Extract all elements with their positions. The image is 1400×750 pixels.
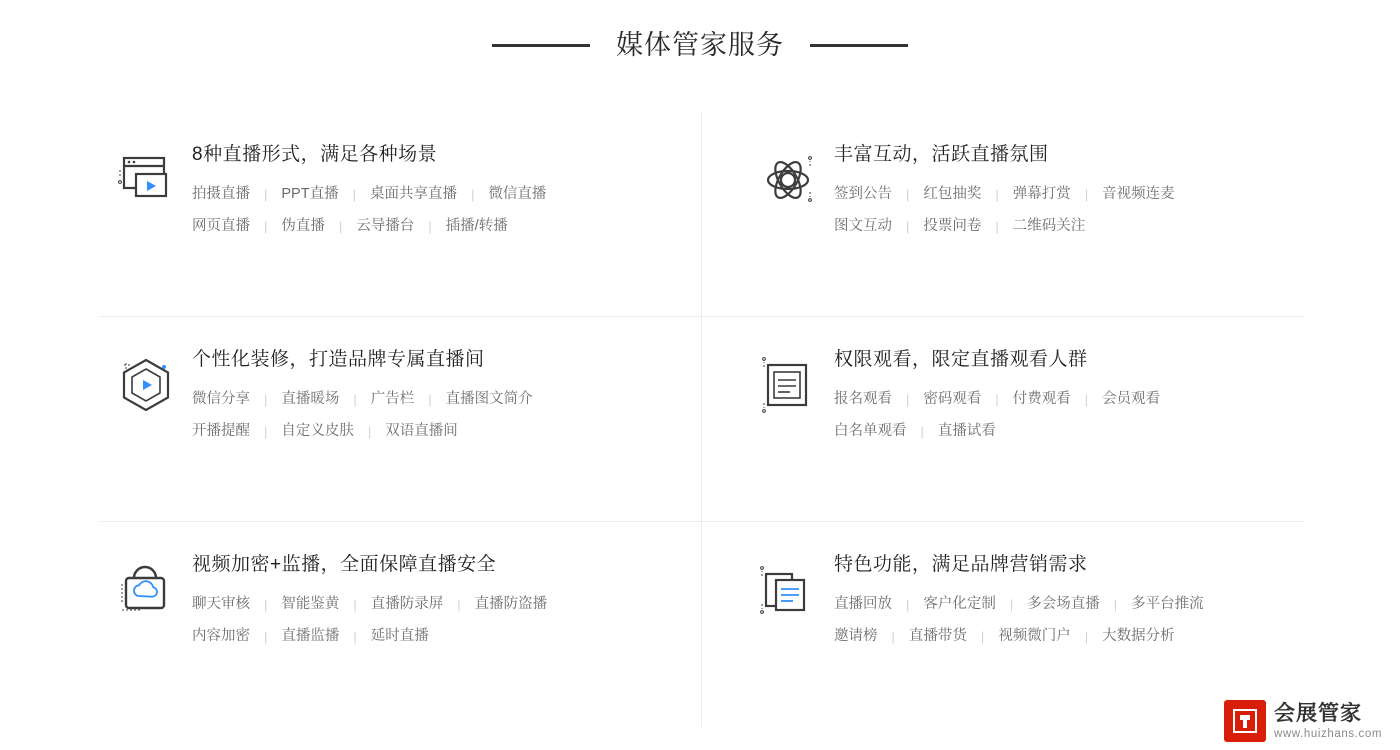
feature-title: 个性化装修，打造品牌专属直播间 [192, 349, 485, 370]
feature-tag[interactable]: 红包抽奖 [923, 185, 982, 202]
tag-separator: | [428, 391, 432, 407]
feature-title: 丰富互动，活跃直播氛围 [834, 144, 1049, 165]
feature-tag[interactable]: 双语直播间 [385, 423, 458, 440]
feature-tag[interactable]: 视频微门户 [998, 628, 1071, 645]
icon-container [100, 552, 192, 622]
feature-tag-row [192, 424, 681, 439]
atom-interaction-icon [756, 148, 820, 212]
cloud-lock-security-icon [114, 558, 178, 622]
feature-tag[interactable]: 聊天审核 [192, 595, 250, 612]
feature-tag[interactable]: 付费观看 [1012, 390, 1071, 407]
tag-separator: | [1084, 629, 1089, 645]
tag-separator: | [353, 596, 357, 612]
feature-tag[interactable]: 广告栏 [370, 390, 415, 407]
feature-card-permission [702, 317, 1304, 522]
page-title: 媒体管家服务 [616, 30, 784, 60]
feature-tag[interactable]: 多会场直播 [1027, 595, 1100, 612]
feature-tag[interactable]: 弹幕打赏 [1012, 185, 1071, 202]
watermark [1224, 700, 1382, 742]
feature-tag[interactable]: 直播防录屏 [370, 595, 444, 612]
feature-tag[interactable]: 开播提醒 [192, 423, 250, 440]
feature-tag[interactable]: 直播图文简介 [445, 390, 533, 407]
feature-tag-row [192, 187, 681, 202]
icon-container [100, 347, 192, 417]
feature-tag[interactable]: 微信分享 [192, 390, 250, 407]
tag-separator: | [264, 186, 268, 202]
feature-card-live-formats [100, 112, 702, 317]
feature-card-marketing [702, 522, 1304, 727]
page-header [0, 0, 1400, 59]
tag-separator: | [264, 391, 268, 407]
feature-card-security [100, 522, 702, 727]
feature-tag[interactable]: 直播带货 [908, 628, 967, 645]
feature-tag[interactable]: 内容加密 [192, 628, 250, 645]
brand-url: www.huizhans.com [1273, 727, 1382, 740]
hexagon-brand-icon [114, 353, 178, 417]
feature-title: 特色功能，满足品牌营销需求 [834, 554, 1088, 575]
feature-tag[interactable]: 多平台推流 [1131, 595, 1204, 612]
icon-container [742, 552, 834, 622]
feature-tag[interactable]: 拍摄直播 [192, 185, 250, 202]
brand-logo-icon [1224, 700, 1266, 742]
feature-tag-row [834, 392, 1304, 407]
tag-separator: | [428, 219, 432, 235]
tag-separator: | [457, 596, 461, 612]
header-rule-left [492, 44, 590, 47]
feature-tag[interactable]: PPT直播 [281, 185, 339, 202]
feature-body [834, 552, 1304, 662]
feature-tag[interactable]: 微信直播 [488, 185, 547, 202]
header-rule-right [810, 44, 908, 47]
live-window-play-icon [114, 148, 178, 212]
stacked-documents-icon [756, 558, 820, 622]
watermark-text [1274, 702, 1382, 741]
tag-separator: | [470, 186, 475, 202]
feature-tag[interactable]: 直播防盗播 [474, 595, 548, 612]
tag-separator: | [920, 424, 924, 440]
feature-tag[interactable]: 直播回放 [834, 595, 892, 612]
feature-title: 视频加密+监播，全面保障直播安全 [192, 554, 497, 575]
tag-separator: | [995, 219, 999, 235]
feature-body [834, 142, 1304, 252]
feature-card-interaction [702, 112, 1304, 317]
feature-tag[interactable]: 网页直播 [192, 218, 250, 235]
tag-separator: | [367, 424, 372, 440]
feature-tag[interactable]: 自定义皮肤 [281, 423, 354, 440]
tag-separator: | [338, 219, 343, 235]
tag-separator: | [891, 629, 895, 645]
feature-tag[interactable]: 密码观看 [923, 390, 982, 407]
feature-tag-row [834, 597, 1304, 612]
tag-separator: | [980, 629, 985, 645]
tag-separator: | [352, 186, 356, 202]
feature-tag[interactable]: 直播监播 [281, 628, 340, 645]
feature-title: 8种直播形式，满足各种场景 [192, 144, 438, 165]
feature-body [192, 347, 681, 457]
feature-tag-row [834, 629, 1304, 644]
feature-tag-row [192, 219, 681, 234]
icon-container [742, 142, 834, 212]
feature-tag[interactable]: 直播试看 [937, 423, 996, 440]
feature-tag[interactable]: 图文互动 [834, 218, 892, 235]
tag-separator: | [353, 391, 357, 407]
tag-separator: | [264, 424, 268, 440]
feature-tag[interactable]: 音视频连麦 [1102, 185, 1175, 202]
tag-separator: | [906, 186, 910, 202]
brand-name: 会展管家 [1273, 701, 1362, 725]
feature-tag[interactable]: 大数据分析 [1102, 628, 1175, 645]
feature-tag-row [834, 424, 1304, 439]
feature-tag[interactable]: 投票问卷 [923, 218, 982, 235]
feature-tag-row [192, 392, 681, 407]
feature-tag[interactable]: 会员观看 [1102, 390, 1161, 407]
tag-separator: | [264, 629, 268, 645]
tag-separator: | [906, 596, 910, 612]
tag-separator: | [1009, 596, 1014, 612]
tag-separator: | [264, 596, 268, 612]
feature-tag[interactable]: 云导播台 [356, 218, 415, 235]
tag-separator: | [353, 629, 357, 645]
tag-separator: | [264, 219, 268, 235]
feature-title: 权限观看，限定直播观看人群 [834, 349, 1088, 370]
tag-separator: | [995, 391, 999, 407]
feature-body [192, 552, 681, 662]
tag-separator: | [906, 219, 910, 235]
icon-container [742, 347, 834, 417]
document-permission-icon [756, 353, 820, 417]
feature-card-customization [100, 317, 702, 522]
feature-tag-row [834, 187, 1304, 202]
tag-separator: | [906, 391, 910, 407]
tag-separator: | [1113, 596, 1118, 612]
feature-tag[interactable]: 邀请榜 [834, 628, 878, 645]
feature-tag[interactable]: 插播/转播 [445, 218, 508, 235]
feature-tag[interactable]: 白名单观看 [834, 423, 907, 440]
feature-tag[interactable]: 客户化定制 [923, 595, 996, 612]
feature-tag[interactable]: 直播暖场 [281, 390, 340, 407]
tag-separator: | [995, 186, 999, 202]
feature-tag[interactable]: 报名观看 [834, 390, 892, 407]
feature-body [834, 347, 1304, 457]
feature-tag-row [192, 629, 681, 644]
feature-grid [100, 112, 1305, 727]
feature-tag[interactable]: 桌面共享直播 [369, 185, 457, 202]
tag-separator: | [1084, 186, 1089, 202]
feature-tag-row [834, 219, 1304, 234]
feature-tag[interactable]: 智能鉴黄 [281, 595, 340, 612]
icon-container [100, 142, 192, 212]
feature-tag-row [192, 597, 681, 612]
feature-tag[interactable]: 延时直播 [370, 628, 429, 645]
tag-separator: | [1084, 391, 1089, 407]
feature-tag[interactable]: 伪直播 [281, 218, 325, 235]
feature-tag[interactable]: 签到公告 [834, 185, 892, 202]
feature-body [192, 142, 681, 252]
feature-tag[interactable]: 二维码关注 [1012, 218, 1086, 235]
